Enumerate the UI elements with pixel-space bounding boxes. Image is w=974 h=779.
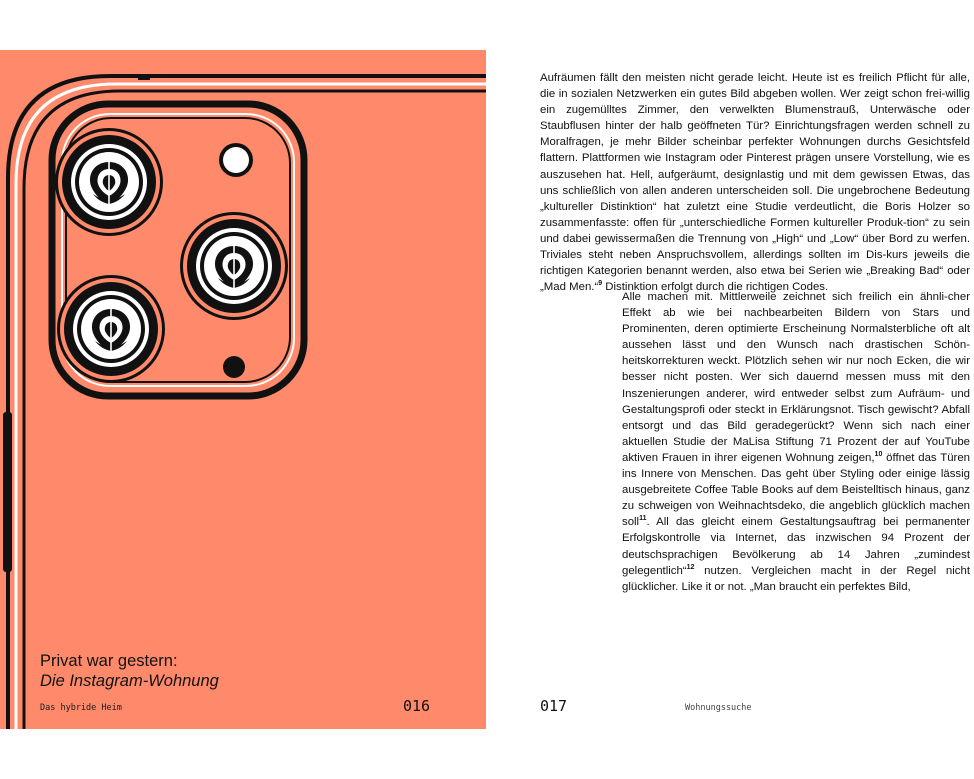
right-running-footer: Wohnungssuche (685, 703, 752, 713)
right-page-number: 017 (540, 697, 568, 715)
footnote-ref-9[interactable]: 9 (598, 280, 603, 288)
paragraph-1-text: Aufräumen fällt den meisten nicht gerade leicht. Heute ist es freilich Pflicht für alle, die in sozialen Netzwerken ein gutes Bild abgeben wollen. Wer zeigt schon frei-willig ein zugemülltes Zimmer, den verwelkten Blumenstrauß, Unterwäsche oder Staubflusen hinter der halb geöffneten Tür? Einrichtungsfragen werden schnell zu Moralfragen, je mehr Bilder scheinbar perfekter Wohnungen durchs Gesichtsfeld flattern. Plattformen wie Instagram oder Pinterest prägen unsere Vorstellung, wie es auszusehen hat. Hell, aufgeräumt, designlastig und mit dem gewissen Etwas, das uns schließlich von allen anderen unterscheiden soll. Die ungebrochene Bedeutung „kultureller Distinktion“ hat zuletzt eine Studie verdeutlicht, die Boris Holzer so zusammenfasste: offen für „unterschiedliche Formen kultureller Produk-tion“ zu sein und dabei gewissermaßen die Trennung von „High“ und „Low“ über Bord zu werfen. Triviales steht neben Anspruchsvollem, allerdings sollten im Dis-kurs jeweils die richtigen Kategorien benannt werden, also etwa bei Serien wie „Breaking Bad“ oder „Mad Men.“ (540, 72, 970, 294)
chapter-title-line: Privat war gestern: (40, 652, 178, 670)
paragraph-1-text-end: Distinktion erfolgt durch die richtigen Codes. (602, 281, 829, 294)
body-paragraph-2 (622, 289, 970, 595)
footnote-ref-12[interactable]: 12 (686, 563, 695, 571)
chapter-subtitle: Die Instagram-Wohnung (40, 672, 219, 690)
left-page (0, 50, 486, 729)
left-page-number: 016 (403, 697, 431, 715)
chapter-title (40, 651, 219, 691)
paragraph-2-text-cont: öffnet das Türen ins Innere von Menschen. Das geht über Styling oder einige lässig ausgebreitete Coffee Table Books auf dem Beistelltisch hinaus, ganz zu schweigen von Weihnachtsdeko, die angeblich glücklich machen soll (622, 451, 970, 529)
left-running-footer: Das hybride Heim (40, 703, 122, 713)
footnote-ref-11[interactable]: 11 (639, 515, 647, 523)
right-page (486, 50, 974, 729)
paragraph-2-text: Alle machen mit. Mittlerweile zeichnet sich freilich ein ähnli-cher Effekt ab wie bei nachbearbeiten Bildern von Stars und Prominenten, deren optimierte Erscheinung Normalsterbliche oft alt aussehen lässt und den Wunsch nach drastischen Schön-heitskorrekturen weckt. Plötzlich sehen wir nur noch Ecken, die wir besser nicht posten. Wer sich dauernd messen muss mit den Inszenierungen anderer, wird entweder selbst zum Aufräum- und Gestaltungsprofi oder steckt in Erklärungsnot. Tisch gewischt? Abfall entsorgt und das Bild geradegerückt? Wenn sich nach einer aktuellen Studie der MaLisa Stiftung 71 Prozent der auf YouTube aktiven Frauen in ihrer eigenen Wohnung zeigen, (622, 291, 970, 464)
paragraph-2-text-end: nutzen. Vergleichen macht in der Regel nicht glücklicher. Like it or not. „Man braucht ein perfektes Bild, (622, 564, 970, 593)
paragraph-2-text-cont-2: . All das gleicht einem Gestaltungsauftrag bei permanenter Erfolgskontrolle via Internet, das inzwischen 94 Prozent der deutschsprachigen Bevölkerung ab 14 Jahren „zumindest gelegentlich“ (622, 516, 970, 577)
phone-camera-illustration (0, 50, 486, 729)
footnote-ref-10[interactable]: 10 (874, 451, 883, 459)
body-paragraph-1 (540, 70, 970, 295)
